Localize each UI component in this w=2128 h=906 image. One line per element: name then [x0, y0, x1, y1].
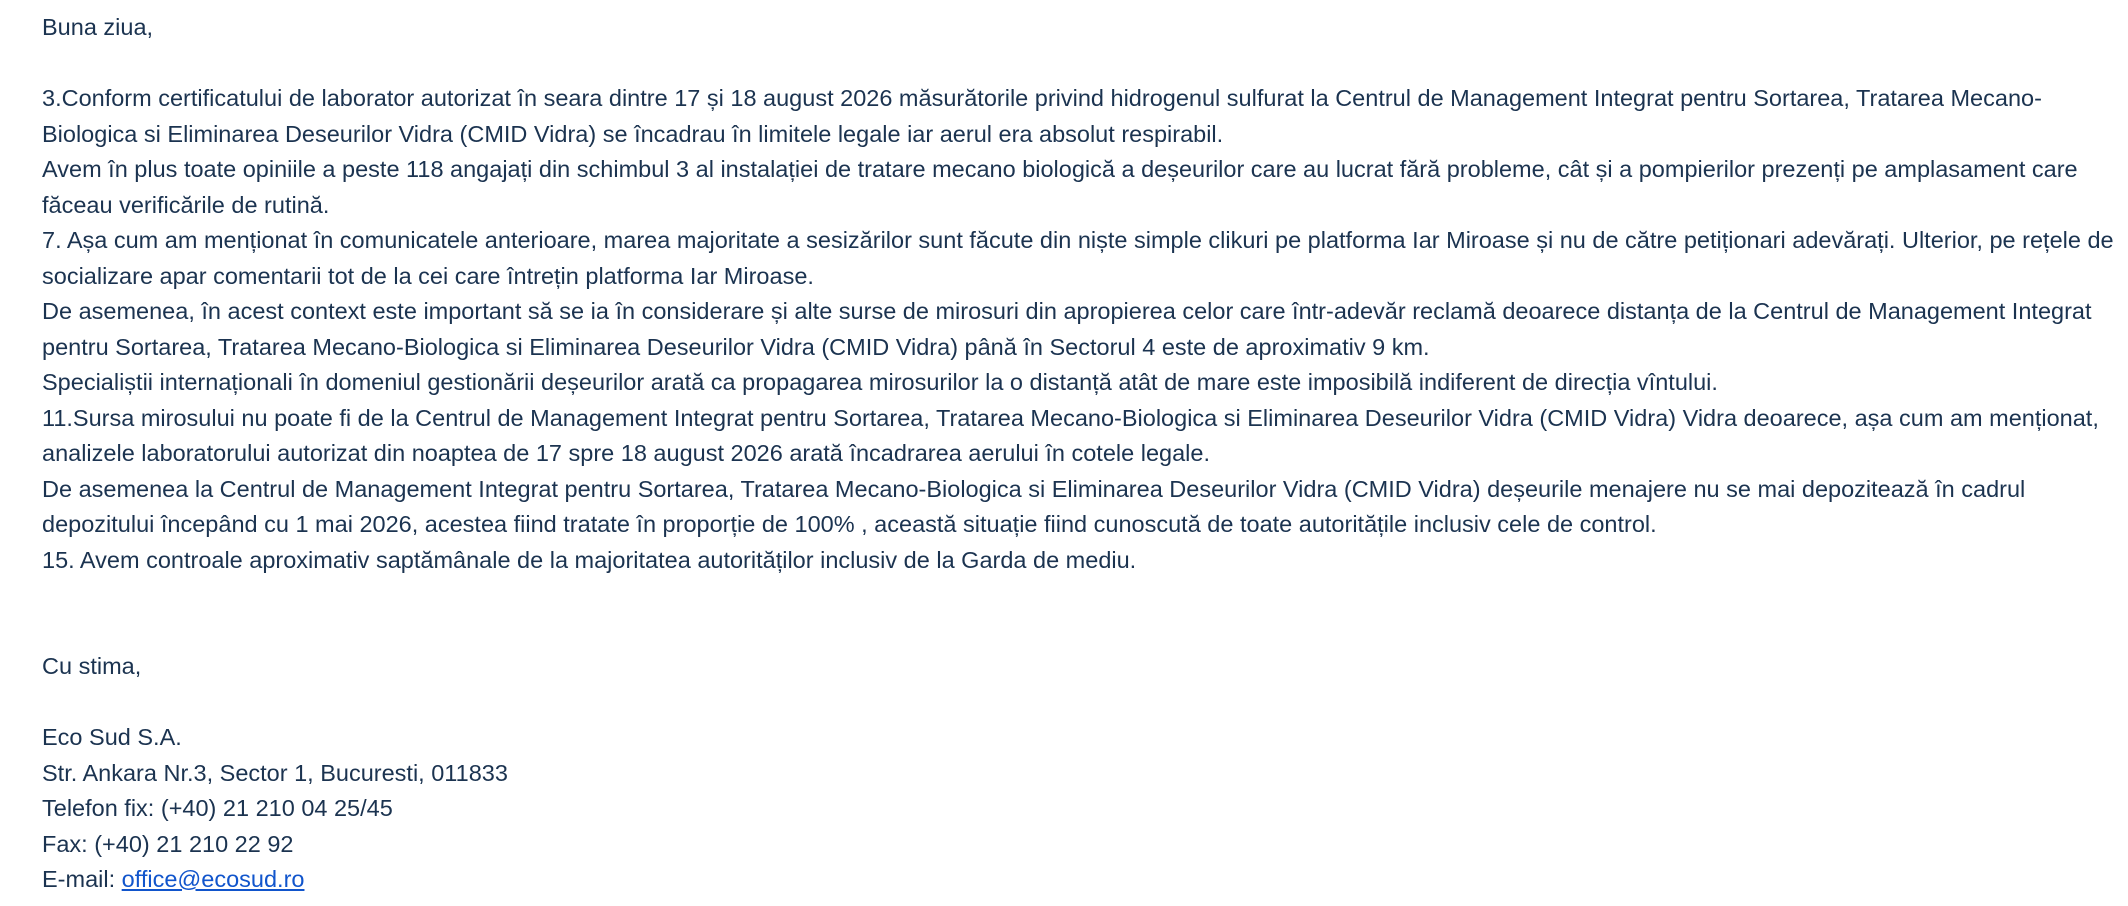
signature-address: Str. Ankara Nr.3, Sector 1, Bucuresti, 011833: [42, 759, 508, 786]
email-link[interactable]: office@ecosud.ro: [121, 866, 305, 892]
paragraph-odor-source: 11.Sursa mirosului nu poate fi de la Centrul de Management Integrat pentru Sortarea, Tratarea Mecano-Biologica si Eliminarea Deseurilor Vidra (CMID Vidra) Vidra deoarece, așa cum am menționat, analizele laboratorului autorizat din noaptea de 17 spre 18 august 2026 arată încadrarea aerului în cotele legale.: [42, 404, 2099, 466]
spacer: [42, 578, 2117, 649]
paragraph-measurements: 3.Conform certificatului de laborator autorizat în seara dintre 17 și 18 august 2026 măsurătorile privind hidrogenul sulfurat la Centrul de Management Integrat pentru Sortarea, Tratarea Mecano-Biologica si Eliminarea Deseurilor Vidra (CMID Vidra) se încadrau în limitele legale iar aerul era absolut respirabil.: [42, 85, 2042, 147]
paragraph-waste-treatment: De asemenea la Centrul de Management Integrat pentru Sortarea, Tratarea Mecano-Biologica si Eliminarea Deseurilor Vidra (CMID Vidra) deșeurile menajere nu se mai depozitează în cadrul depozitului începând cu 1 mai 2026, acestea fiind tratate în proporție de 100% , această situație fiind cunoscută de toate autoritățile inclusiv cele de control.: [42, 475, 2026, 537]
paragraph-specialists: Specialiștii internaționali în domeniul gestionării deșeurilor arată ca propagarea mirosurilor la o distanță atât de mare este imposibilă indiferent de direcția vîntului.: [42, 369, 1718, 395]
paragraph-other-sources: De asemenea, în acest context este important să se ia în considerare și alte surse de mirosuri din apropierea celor care într-adevăr reclamă deoarece distanța de la Centrul de Management Integrat pentru Sortarea, Tratarea Mecano-Biologica si Eliminarea Deseurilor Vidra (CMID Vidra) până în Sectorul 4 este de aproximativ 9 km.: [42, 298, 2092, 360]
paragraph-complaints: 7. Așa cum am menționat în comunicatele anterioare, marea majoritate a sesizărilor sunt făcute din niște simple clikuri pe platforma Iar Miroase și nu de către petiționari adevărați. Ulterior, pe rețele de socializare apar comentarii tot de la cei care întrețin platforma Iar Miroase.: [42, 227, 2114, 289]
spacer: [42, 685, 2117, 721]
greeting: Buna ziua,: [42, 14, 154, 40]
signature-phone: Telefon fix: (+40) 21 210 04 25/45: [42, 795, 393, 821]
paragraph-employees: Avem în plus toate opiniile a peste 118 angajați din schimbul 3 al instalației de tratare mecano biologică a deșeurilor care au lucrat fără probleme, cât și a pompierilor prezenți pe amplasament care făceau verificările de rutină.: [42, 156, 2078, 218]
signature-block: [42, 720, 2117, 898]
signature-fax: Fax: (+40) 21 210 22 92: [42, 830, 294, 857]
paragraph-controls: 15. Avem controale aproximativ saptămânale de la majoritatea autorităților inclusiv de la Garda de mediu.: [42, 546, 1137, 573]
email-body: [42, 10, 2117, 898]
email-label: E-mail:: [42, 866, 122, 892]
signature-company: Eco Sud S.A.: [42, 724, 182, 750]
closing: Cu stima,: [42, 653, 142, 679]
signature-email-line: [42, 862, 2117, 898]
spacer: [42, 46, 2117, 82]
